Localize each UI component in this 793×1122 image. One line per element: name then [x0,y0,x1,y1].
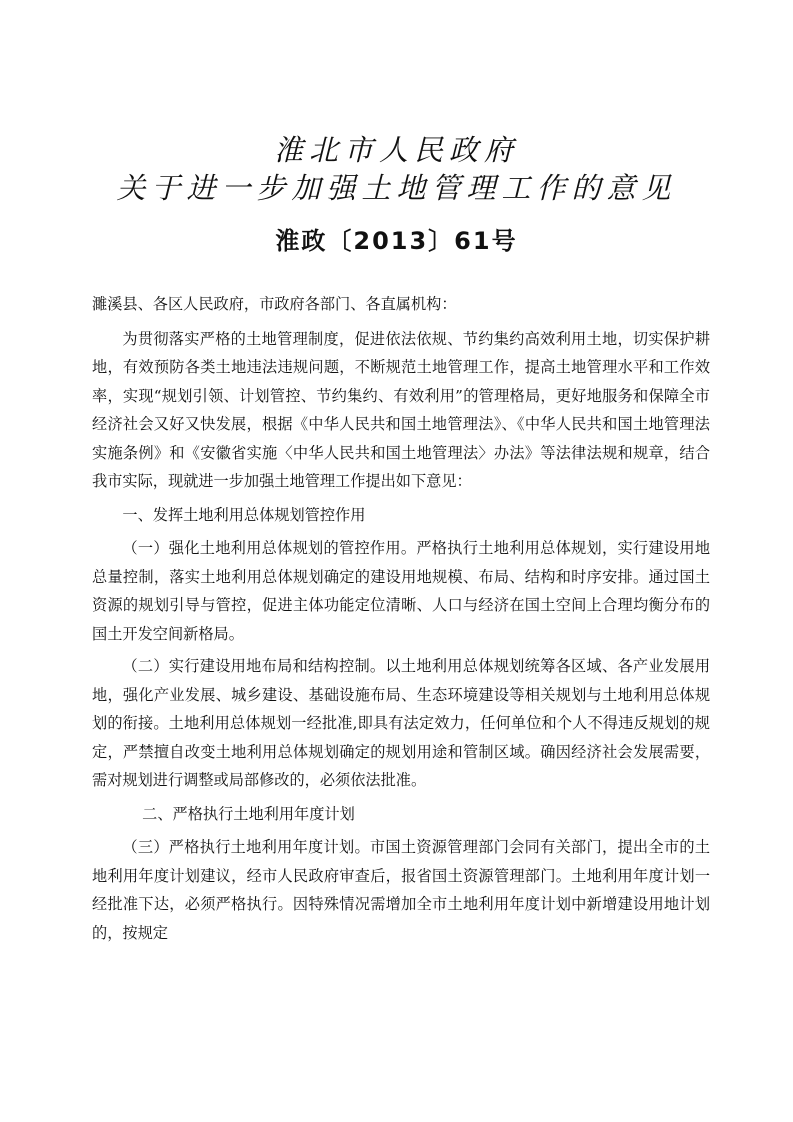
section-heading-2: 二、严格执行土地利用年度计划 [142,804,355,823]
paragraph-1: （一）强化土地利用总体规划的管控作用。严格执行土地利用总体规划，实行建设用地总量控制，落实土地利用总体规划确定的建设用地规模、布局、结构和时序安排。通过国土资源的规划引导与管控，促进主体功能定位清晰、人口与经济在国土空间上合理均衡分布的国土开发空间新格局。 [92,539,710,643]
document-body [92,290,710,951]
addressee: 濉溪县、各区人民政府，市政府各部门、各直属机构： [92,295,457,313]
paragraph-2: （二）实行建设用地布局和结构控制。以土地利用总体规划统筹各区域、各产业发展用地，强化产业发展、城乡建设、基础设施布局、生态环境建设等相关规划与土地利用总体规划的衔接。土地利用总体规划一经批准,即具有法定效力，任何单位和个人不得违反规划的规定，严禁擅自改变土地利用总体规划确定的规划用途和管制区域。确因经济社会发展需要，需对规划进行调整或局部修改的，必须依法批准。 [92,657,710,789]
subject-title: 关于进一步加强土地管理工作的意见 [116,171,677,205]
issuer-title: 淮北市人民政府 [273,133,519,167]
paragraph-3: （三）严格执行土地利用年度计划。市国土资源管理部门会同有关部门，提出全市的土地利用年度计划建议，经市人民政府审查后，报省国土资源管理部门。土地利用年度计划一经批准下达，必须严格执行。因特殊情况需增加全市土地利用年度计划中新增建设用地计划的，按规定 [92,838,710,942]
section-heading-1: 一、发挥土地利用总体规划管控作用 [122,505,366,524]
intro-paragraph: 为贯彻落实严格的土地管理制度，促进依法依规、节约集约高效利用土地，切实保护耕地，有效预防各类土地违法违规问题，不断规范土地管理工作，提高土地管理水平和工作效率，实现“规划引领、计划管控、节约集约、有效利用”的管理格局，更好地服务和保障全市经济社会又好又快发展，根据《中华人民共和国土地管理法》、《中华人民共和国土地管理法实施条例》和《安徽省实施〈中华人民共和国土地管理法〉办法》等法律法规和规章，结合我市实际，现就进一步加强土地管理工作提出如下意见： [92,329,710,490]
document-number: 淮政〔2013〕61号 [275,227,518,255]
